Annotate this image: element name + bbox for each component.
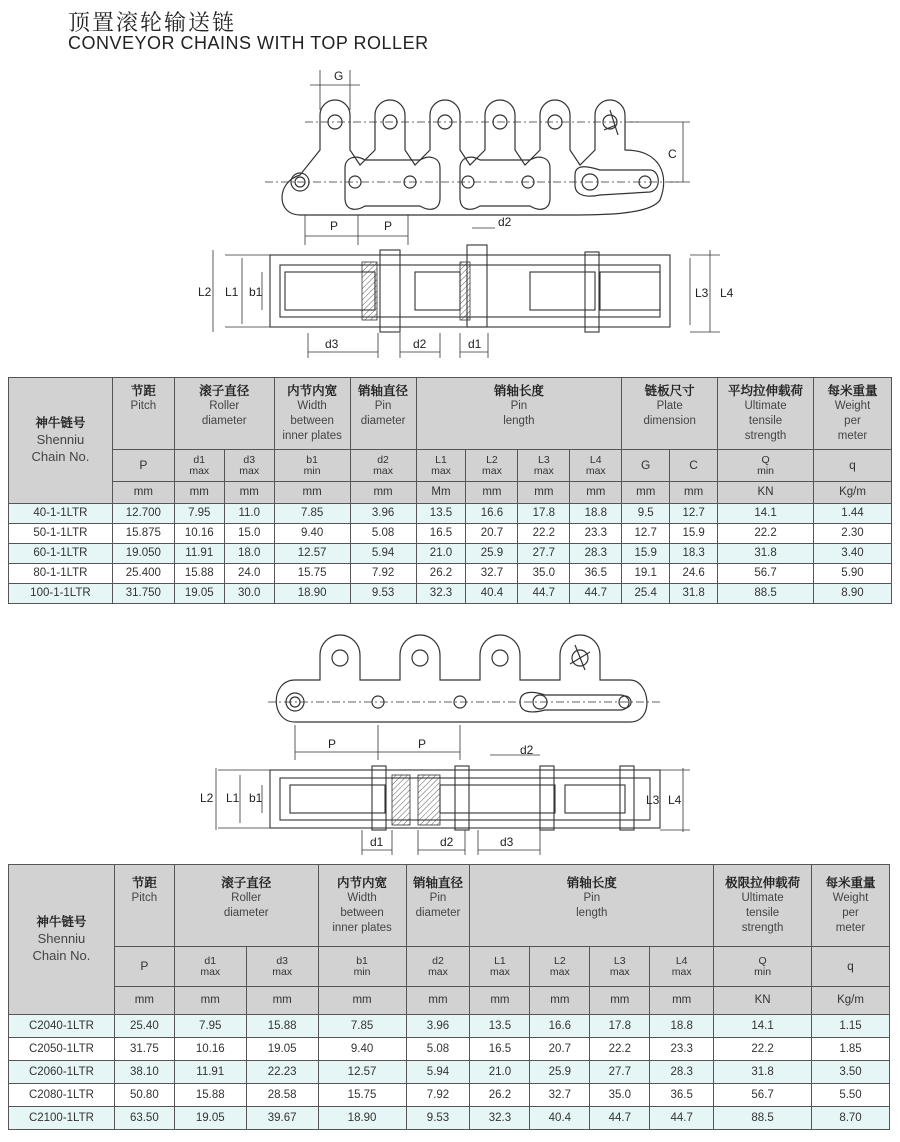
- table-cell: 9.53: [350, 584, 416, 604]
- table-cell: 5.08: [406, 1038, 470, 1061]
- table-cell: 30.0: [224, 584, 274, 604]
- table-cell: 5.50: [812, 1084, 890, 1107]
- unit-cell: Mm: [416, 482, 466, 504]
- table-row: [9, 1038, 890, 1061]
- table-cell: 25.9: [530, 1061, 590, 1084]
- header-width-2: 内节内宽 Width between inner plates: [318, 865, 406, 947]
- unit-cell-2: mm: [650, 987, 714, 1015]
- header-weight-2: 每米重量 Weight per meter: [812, 865, 890, 947]
- table-cell: 44.7: [518, 584, 570, 604]
- dim-P-label-3: P: [328, 737, 337, 751]
- table-cell: 7.95: [174, 1015, 246, 1038]
- table-cell: 15.0: [224, 524, 274, 544]
- table-cell: 25.9: [466, 544, 518, 564]
- table-cell: 40.4: [466, 584, 518, 604]
- table-cell: 22.2: [590, 1038, 650, 1061]
- table-cell: 10.16: [174, 524, 224, 544]
- header-pin-diameter-2: 销轴直径 Pin diameter: [406, 865, 470, 947]
- table-cell: 19.05: [174, 1107, 246, 1130]
- spec-table-2: [8, 864, 890, 1130]
- header-strength-2: 极限拉伸载荷 Ultimate tensile strength: [714, 865, 812, 947]
- chain-no-cell: 60-1-1LTR: [9, 544, 113, 564]
- sym-L2: L2 max: [466, 450, 518, 482]
- table-cell: 15.88: [174, 1084, 246, 1107]
- table-cell: 16.6: [466, 504, 518, 524]
- header-plate: 链板尺寸 Plate dimension: [622, 378, 718, 450]
- dim-d3-label-2: d3: [500, 835, 514, 849]
- table-cell: 32.3: [470, 1107, 530, 1130]
- header-chain-no: 神牛链号 Shenniu Chain No.: [9, 378, 113, 504]
- table-cell: 36.5: [570, 564, 622, 584]
- unit-cell-2: mm: [406, 987, 470, 1015]
- table-cell: 22.2: [718, 524, 814, 544]
- table-cell: 3.96: [406, 1015, 470, 1038]
- unit-cell: KN: [718, 482, 814, 504]
- table-cell: 88.5: [718, 584, 814, 604]
- table-cell: 31.750: [112, 584, 174, 604]
- table-cell: 19.050: [112, 544, 174, 564]
- table-cell: 19.05: [246, 1038, 318, 1061]
- sym-C: C: [670, 450, 718, 482]
- table-cell: 7.85: [274, 504, 350, 524]
- unit-cell: mm: [570, 482, 622, 504]
- table-cell: 63.50: [114, 1107, 174, 1130]
- table-cell: 15.88: [246, 1015, 318, 1038]
- table-cell: 9.5: [622, 504, 670, 524]
- unit-cell: mm: [350, 482, 416, 504]
- table-cell: 12.7: [670, 504, 718, 524]
- table-cell: 15.9: [622, 544, 670, 564]
- table-cell: 3.40: [813, 544, 891, 564]
- table-cell: 35.0: [590, 1084, 650, 1107]
- table-cell: 23.3: [570, 524, 622, 544]
- table-row: [9, 1107, 890, 1130]
- dim-L1-label: L1: [225, 285, 239, 299]
- dim-d2-top-label: d2: [498, 215, 512, 229]
- table-cell: 31.8: [718, 544, 814, 564]
- chain-no-cell: 40-1-1LTR: [9, 504, 113, 524]
- table-cell: 3.96: [350, 504, 416, 524]
- chain-no-cell: 50-1-1LTR: [9, 524, 113, 544]
- table-cell: 1.85: [812, 1038, 890, 1061]
- sym-P-2: P: [114, 947, 174, 987]
- chain-no-cell: C2080-1LTR: [9, 1084, 115, 1107]
- table-cell: 17.8: [590, 1015, 650, 1038]
- unit-cell: mm: [518, 482, 570, 504]
- table-cell: 1.44: [813, 504, 891, 524]
- table-cell: 8.70: [812, 1107, 890, 1130]
- table-cell: 44.7: [570, 584, 622, 604]
- table-cell: 12.7: [622, 524, 670, 544]
- dim-L2-label-2: L2: [200, 791, 214, 805]
- table-cell: 26.2: [470, 1084, 530, 1107]
- sym-L4-2: L4 max: [650, 947, 714, 987]
- table-cell: 12.57: [318, 1061, 406, 1084]
- table-cell: 32.7: [530, 1084, 590, 1107]
- table-cell: 35.0: [518, 564, 570, 584]
- table-cell: 15.9: [670, 524, 718, 544]
- header-width: 内节内宽 Width between inner plates: [274, 378, 350, 450]
- dim-d2-top-label-2: d2: [520, 743, 534, 757]
- dim-d2-label: d2: [413, 337, 427, 351]
- page-title-cn: 顶置滚轮输送链: [68, 11, 237, 36]
- table-cell: 25.4: [622, 584, 670, 604]
- table-cell: 20.7: [466, 524, 518, 544]
- dim-b1-label-2: b1: [249, 791, 263, 805]
- table-cell: 18.3: [670, 544, 718, 564]
- sym-P: P: [112, 450, 174, 482]
- table-cell: 8.90: [813, 584, 891, 604]
- table-cell: 18.8: [570, 504, 622, 524]
- dim-L4-label: L4: [720, 286, 734, 300]
- table-row: [9, 1015, 890, 1038]
- unit-cell-2: mm: [246, 987, 318, 1015]
- sym-d1-2: d1 max: [174, 947, 246, 987]
- dim-L4-label-2: L4: [668, 793, 682, 807]
- chain-diagram-2: [0, 620, 900, 860]
- table-cell: 7.85: [318, 1015, 406, 1038]
- table-row: [9, 504, 892, 524]
- table-cell: 40.4: [530, 1107, 590, 1130]
- dim-P-label-4: P: [418, 737, 427, 751]
- sym-b1: b1 min: [274, 450, 350, 482]
- dim-C-label: C: [668, 147, 677, 161]
- sym-d1: d1 max: [174, 450, 224, 482]
- sym-q-2: q: [812, 947, 890, 987]
- sym-L2-2: L2 max: [530, 947, 590, 987]
- table-cell: 5.94: [350, 544, 416, 564]
- table-cell: 17.8: [518, 504, 570, 524]
- header-roller: 滚子直径 Roller diameter: [174, 378, 274, 450]
- table-cell: 23.3: [650, 1038, 714, 1061]
- table-cell: 28.58: [246, 1084, 318, 1107]
- sym-d2-2: d2 max: [406, 947, 470, 987]
- table-cell: 12.57: [274, 544, 350, 564]
- table-cell: 18.0: [224, 544, 274, 564]
- dim-b1-label: b1: [249, 285, 263, 299]
- sym-L4: L4 max: [570, 450, 622, 482]
- table-cell: 19.05: [174, 584, 224, 604]
- table-cell: 19.1: [622, 564, 670, 584]
- unit-cell: mm: [466, 482, 518, 504]
- table-cell: 5.08: [350, 524, 416, 544]
- table-row: [9, 584, 892, 604]
- table-cell: 13.5: [470, 1015, 530, 1038]
- sym-L3-2: L3 max: [590, 947, 650, 987]
- dim-d2-label-2: d2: [440, 835, 454, 849]
- table-cell: 7.92: [350, 564, 416, 584]
- header-pin-length: 销轴长度 Pin length: [416, 378, 622, 450]
- dim-P-label-1: P: [330, 219, 339, 233]
- table-cell: 28.3: [570, 544, 622, 564]
- page-title-en: CONVEYOR CHAINS WITH TOP ROLLER: [68, 33, 429, 53]
- table-row: [9, 1061, 890, 1084]
- chain-no-cell: 80-1-1LTR: [9, 564, 113, 584]
- header-roller-2: 滚子直径 Roller diameter: [174, 865, 318, 947]
- table-cell: 9.40: [274, 524, 350, 544]
- table-cell: 32.3: [416, 584, 466, 604]
- header-strength: 平均拉伸载荷 Ultimate tensile strength: [718, 378, 814, 450]
- table-cell: 18.90: [274, 584, 350, 604]
- table-cell: 32.7: [466, 564, 518, 584]
- table-row: [9, 564, 892, 584]
- header-pin-length-2: 销轴长度 Pin length: [470, 865, 714, 947]
- table-cell: 15.75: [274, 564, 350, 584]
- table-cell: 14.1: [718, 504, 814, 524]
- sym-q: q: [813, 450, 891, 482]
- chain-diagram-1: [0, 60, 900, 370]
- table-cell: 9.53: [406, 1107, 470, 1130]
- table-cell: 31.8: [714, 1061, 812, 1084]
- table-row: [9, 544, 892, 564]
- sym-G: G: [622, 450, 670, 482]
- table-cell: 16.5: [416, 524, 466, 544]
- table-cell: 15.88: [174, 564, 224, 584]
- table-cell: 88.5: [714, 1107, 812, 1130]
- sym-L1-2: L1 max: [470, 947, 530, 987]
- header-pitch: 节距 Pitch: [112, 378, 174, 450]
- dim-L3-label: L3: [695, 286, 709, 300]
- dim-P-label-2: P: [384, 219, 393, 233]
- table-row: [9, 524, 892, 544]
- table-cell: 5.94: [406, 1061, 470, 1084]
- header-pitch-2: 节距 Pitch: [114, 865, 174, 947]
- table-cell: 28.3: [650, 1061, 714, 1084]
- table-cell: 50.80: [114, 1084, 174, 1107]
- table-cell: 16.6: [530, 1015, 590, 1038]
- unit-cell-2: mm: [470, 987, 530, 1015]
- table-cell: 56.7: [714, 1084, 812, 1107]
- table-cell: 38.10: [114, 1061, 174, 1084]
- table-cell: 21.0: [416, 544, 466, 564]
- table-cell: 44.7: [650, 1107, 714, 1130]
- table-cell: 10.16: [174, 1038, 246, 1061]
- table-cell: 21.0: [470, 1061, 530, 1084]
- table-cell: 56.7: [718, 564, 814, 584]
- sym-L3: L3 max: [518, 450, 570, 482]
- sym-d3: d3 max: [224, 450, 274, 482]
- dim-d3-label: d3: [325, 337, 339, 351]
- table-cell: 25.400: [112, 564, 174, 584]
- sym-Q: Q min: [718, 450, 814, 482]
- chain-no-cell: C2040-1LTR: [9, 1015, 115, 1038]
- dim-L3-label-2: L3: [646, 793, 660, 807]
- table-cell: 31.75: [114, 1038, 174, 1061]
- table-cell: 5.90: [813, 564, 891, 584]
- table-cell: 36.5: [650, 1084, 714, 1107]
- unit-cell-2: mm: [174, 987, 246, 1015]
- table-cell: 18.90: [318, 1107, 406, 1130]
- table-cell: 24.0: [224, 564, 274, 584]
- table-cell: 11.0: [224, 504, 274, 524]
- table-cell: 44.7: [590, 1107, 650, 1130]
- dim-G-label: G: [334, 69, 344, 83]
- table-cell: 2.30: [813, 524, 891, 544]
- sym-L1: L1 max: [416, 450, 466, 482]
- table-cell: 22.23: [246, 1061, 318, 1084]
- unit-cell: Kg/m: [813, 482, 891, 504]
- unit-cell-2: mm: [530, 987, 590, 1015]
- table-cell: 18.8: [650, 1015, 714, 1038]
- unit-cell: mm: [622, 482, 670, 504]
- table-cell: 15.875: [112, 524, 174, 544]
- sym-d2: d2 max: [350, 450, 416, 482]
- unit-cell: mm: [670, 482, 718, 504]
- sym-Q-2: Q min: [714, 947, 812, 987]
- dim-L1-label-2: L1: [226, 791, 240, 805]
- unit-cell: mm: [224, 482, 274, 504]
- chain-no-cell: C2050-1LTR: [9, 1038, 115, 1061]
- table-cell: 7.95: [174, 504, 224, 524]
- table-cell: 26.2: [416, 564, 466, 584]
- table-cell: 12.700: [112, 504, 174, 524]
- unit-cell: mm: [112, 482, 174, 504]
- unit-cell-2: mm: [114, 987, 174, 1015]
- table-cell: 9.40: [318, 1038, 406, 1061]
- header-chain-no-2: 神牛链号 Shenniu Chain No.: [9, 865, 115, 1015]
- table-cell: 31.8: [670, 584, 718, 604]
- table-cell: 7.92: [406, 1084, 470, 1107]
- table-cell: 16.5: [470, 1038, 530, 1061]
- table-cell: 22.2: [714, 1038, 812, 1061]
- table-cell: 22.2: [518, 524, 570, 544]
- header-pin-diameter: 销轴直径 Pin diameter: [350, 378, 416, 450]
- table-cell: 13.5: [416, 504, 466, 524]
- table-cell: 15.75: [318, 1084, 406, 1107]
- header-weight: 每米重量 Weight per meter: [813, 378, 891, 450]
- chain-no-cell: 100-1-1LTR: [9, 584, 113, 604]
- table-cell: 24.6: [670, 564, 718, 584]
- unit-cell-2: mm: [318, 987, 406, 1015]
- spec-table-1: [8, 377, 892, 604]
- table-cell: 14.1: [714, 1015, 812, 1038]
- dim-L2-label: L2: [198, 285, 212, 299]
- chain-no-cell: C2060-1LTR: [9, 1061, 115, 1084]
- unit-cell-2: mm: [590, 987, 650, 1015]
- unit-cell: mm: [274, 482, 350, 504]
- chain-no-cell: C2100-1LTR: [9, 1107, 115, 1130]
- table-cell: 25.40: [114, 1015, 174, 1038]
- table-cell: 20.7: [530, 1038, 590, 1061]
- table-cell: 39.67: [246, 1107, 318, 1130]
- unit-cell: mm: [174, 482, 224, 504]
- unit-cell-2: KN: [714, 987, 812, 1015]
- dim-d1-label: d1: [468, 337, 482, 351]
- table-cell: 3.50: [812, 1061, 890, 1084]
- dim-d1-label-2: d1: [370, 835, 384, 849]
- table-cell: 1.15: [812, 1015, 890, 1038]
- sym-d3-2: d3 max: [246, 947, 318, 987]
- table-row: [9, 1084, 890, 1107]
- table-cell: 27.7: [518, 544, 570, 564]
- table-cell: 27.7: [590, 1061, 650, 1084]
- table-cell: 11.91: [174, 1061, 246, 1084]
- sym-b1-2: b1 min: [318, 947, 406, 987]
- table-cell: 11.91: [174, 544, 224, 564]
- unit-cell-2: Kg/m: [812, 987, 890, 1015]
